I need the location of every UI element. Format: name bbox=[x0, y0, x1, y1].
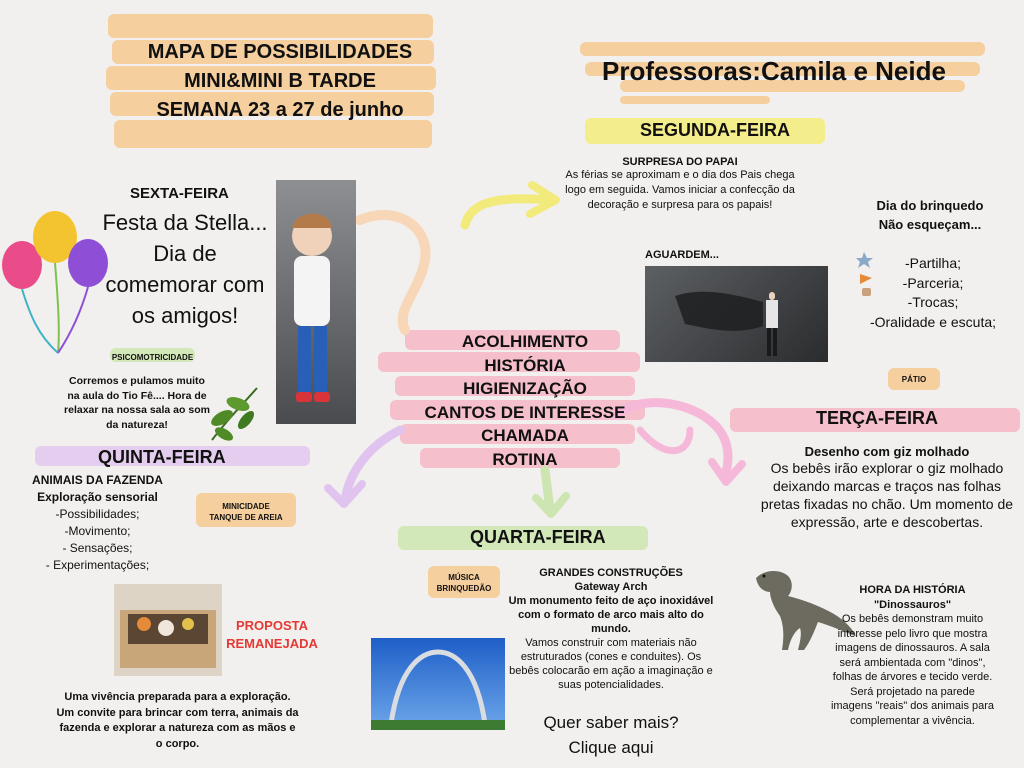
routine-item: CHAMADA bbox=[481, 426, 569, 445]
remanejada-line: PROPOSTA bbox=[236, 618, 308, 633]
music-tag bbox=[428, 572, 500, 594]
arch-illustration bbox=[371, 638, 505, 730]
thursday-item: - Experimentações; bbox=[45, 558, 150, 572]
thursday-heading: QUINTA-FEIRA bbox=[98, 447, 226, 467]
remanejada-label bbox=[222, 617, 322, 653]
tag-line: TANQUE DE AREIA bbox=[209, 513, 283, 522]
story-text: Os bebês demonstram muito interesse pelo livro que mostra imagens de dinossauros. A sala será ambientada com "dinos", folhas de árvores e tecido verde. Será projetado na parede imagens "reais" dos animais para complementar a vivência. bbox=[830, 613, 995, 727]
tuesday-text: Os bebês irão explorar o giz molhado deixando marcas e traços nas folhas pretas fixadas no chão. Um momento de expressão, arte e descobertas. bbox=[760, 460, 1014, 530]
psicomotricidade-tag: PSICOMOTRICIDADE bbox=[111, 353, 194, 362]
link-line[interactable]: Quer saber mais? bbox=[543, 713, 679, 732]
routine-list bbox=[400, 330, 650, 471]
monday-text: As férias se aproximam e o dia dos Pais chega logo em seguida. Vamos iniciar a confecção da decoração e surpresa para os papais! bbox=[565, 169, 795, 211]
wednesday-bold-text: Um monumento feito de aço inoxidável com o formato de arco mais alto do mundo. bbox=[508, 595, 714, 635]
monday-subtitle: SURPRESA DO PAPAI bbox=[622, 156, 738, 168]
routine-item: HIGIENIZAÇÃO bbox=[463, 379, 587, 398]
thursday-item: - Sensações; bbox=[62, 541, 133, 555]
thursday-text: Uma vivência preparada para a exploração. Um convite para brincar com terra, animais da fazenda e explorar a natureza com as mãos e o corpo. bbox=[56, 691, 299, 750]
patio-tag: PÁTIO bbox=[901, 375, 927, 384]
leaf-image bbox=[202, 380, 262, 446]
balloons-icon bbox=[0, 205, 112, 360]
wednesday-subtitle: Gateway Arch bbox=[574, 581, 648, 593]
title-line: MINI&MINI B TARDE bbox=[184, 70, 376, 92]
story-block bbox=[830, 583, 995, 728]
routine-item: CANTOS DE INTERESSE bbox=[424, 402, 626, 422]
routine-item: ACOLHIMENTO bbox=[461, 332, 589, 351]
balloons-image bbox=[0, 205, 112, 360]
tuesday-subtitle: Desenho com giz molhado bbox=[804, 444, 970, 459]
leaf-icon bbox=[202, 380, 262, 446]
title-line: SEMANA 23 a 27 de junho bbox=[156, 99, 404, 121]
farm-box-illustration bbox=[114, 584, 222, 676]
toy-item: -Oralidade e escuta; bbox=[869, 313, 997, 330]
friday-line: comemorar com bbox=[105, 272, 265, 297]
tag-line: MINICIDADE bbox=[222, 502, 270, 511]
story-name: "Dinossauros" bbox=[873, 598, 952, 611]
wednesday-text: Vamos construir com materiais não estruturados (cones e conduites). Os bebês colocarão em ação a imaginação e suas potencialidades. bbox=[509, 637, 713, 691]
shadow-hero-photo bbox=[645, 266, 828, 362]
friday-line: Festa da Stella... bbox=[102, 210, 268, 235]
toy-day-title: Dia do brinquedo bbox=[876, 198, 984, 213]
toy-item: -Partilha; bbox=[904, 255, 962, 271]
routine-item: HISTÓRIA bbox=[484, 355, 566, 375]
wednesday-block bbox=[505, 566, 717, 692]
child-illustration bbox=[276, 180, 356, 424]
toy-item: -Parceria; bbox=[902, 274, 964, 291]
more-info-link[interactable] bbox=[530, 710, 692, 760]
title-line: MAPA DE POSSIBILIDADES bbox=[147, 41, 413, 63]
friday-text: Corremos e pulamos muito na aula do Tio Fê.... Hora de relaxar na nossa sala ao som da natureza! bbox=[64, 375, 210, 431]
wednesday-title: GRANDES CONSTRUÇÕES bbox=[539, 567, 683, 579]
tag-line: MÚSICA bbox=[448, 573, 480, 582]
stella-photo bbox=[276, 180, 356, 424]
monday-block bbox=[565, 156, 795, 213]
farm-animals-photo bbox=[114, 584, 222, 676]
thursday-item: -Possibilidades; bbox=[55, 507, 140, 521]
hero-shadow-illustration bbox=[645, 266, 828, 362]
tag-line: BRINQUEDÃO bbox=[436, 584, 492, 593]
thursday-subtitle: Exploração sensorial bbox=[37, 490, 158, 504]
friday-line: Dia de bbox=[153, 241, 217, 266]
wednesday-heading: QUARTA-FEIRA bbox=[470, 527, 606, 547]
routine-item: ROTINA bbox=[492, 449, 558, 469]
tuesday-block bbox=[752, 444, 1022, 531]
toy-day-list bbox=[858, 254, 1008, 332]
friday-heading: SEXTA-FEIRA bbox=[130, 185, 229, 202]
thursday-block bbox=[20, 472, 175, 574]
toy-day-block bbox=[860, 196, 1000, 234]
arrow-orange-swirl bbox=[360, 215, 425, 330]
toy-day-subtitle: Não esqueçam... bbox=[878, 217, 982, 232]
monday-heading: SEGUNDA-FEIRA bbox=[640, 120, 791, 140]
page-title bbox=[120, 38, 440, 125]
thursday-title: ANIMAIS DA FAZENDA bbox=[32, 473, 163, 487]
minicidade-tag bbox=[196, 501, 296, 523]
gateway-arch-photo bbox=[371, 638, 505, 730]
thursday-item: -Movimento; bbox=[64, 524, 131, 538]
friday-line: os amigos! bbox=[131, 303, 239, 328]
link-line[interactable]: Clique aqui bbox=[568, 738, 654, 757]
toy-item: -Trocas; bbox=[907, 294, 959, 310]
story-title: HORA DA HISTÓRIA bbox=[859, 584, 966, 596]
teachers-title: Professoras:Camila e Neide bbox=[602, 56, 946, 86]
remanejada-line: REMANEJADA bbox=[226, 636, 318, 651]
tuesday-heading: TERÇA-FEIRA bbox=[816, 408, 938, 428]
friday-big-text bbox=[95, 207, 275, 331]
awaiting-label: AGUARDEM... bbox=[645, 249, 719, 261]
